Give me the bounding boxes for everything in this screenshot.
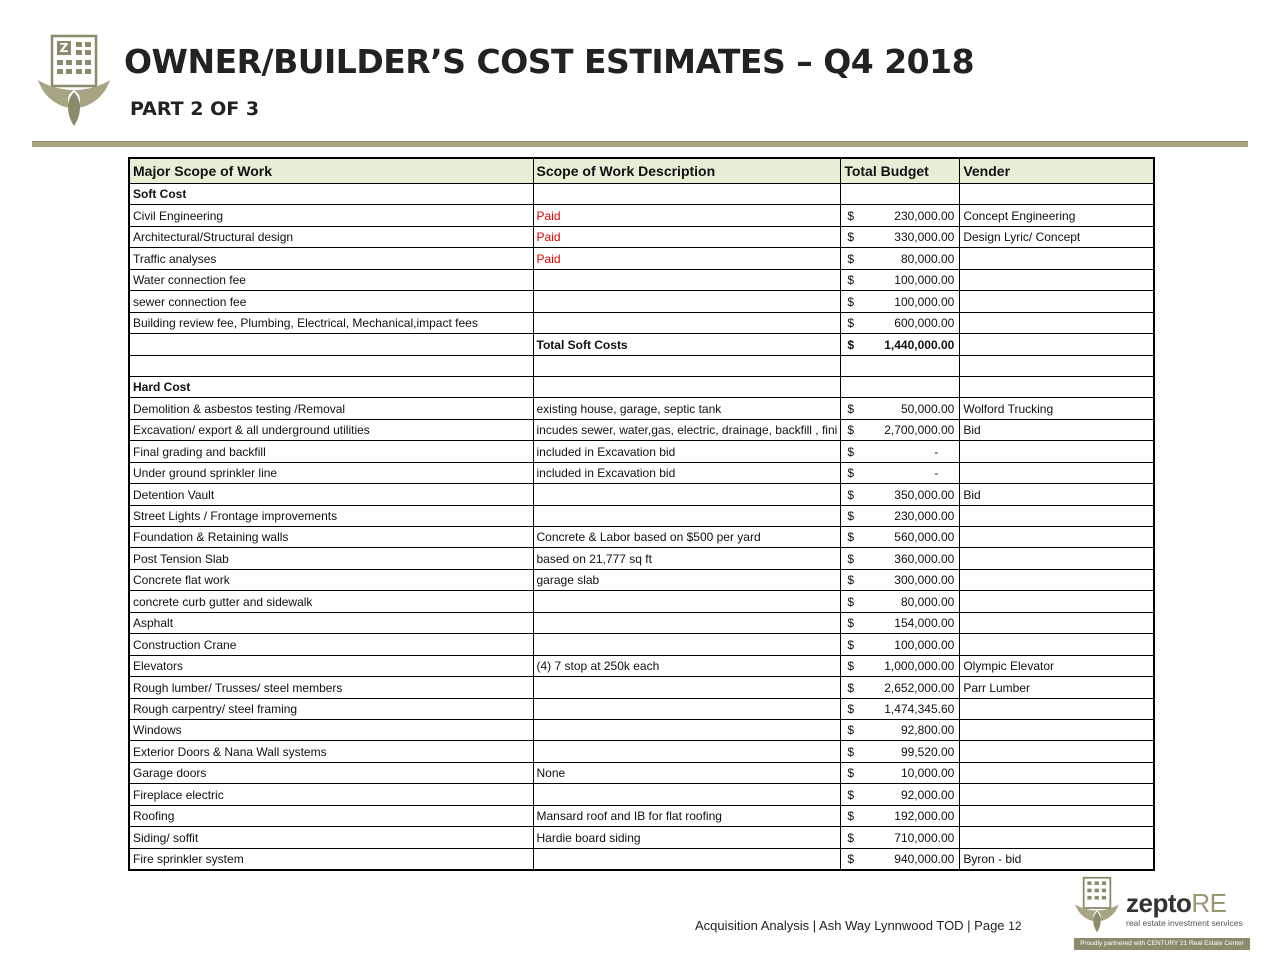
- budget-amount: 80,000.00: [900, 251, 955, 266]
- table-row: [129, 355, 1154, 376]
- budget-cell: [841, 677, 960, 698]
- scope-cell: Soft Cost: [129, 184, 533, 205]
- budget-cell: [841, 184, 960, 205]
- scope-cell: Fire sprinkler system: [129, 848, 533, 870]
- budget-amount: 92,000.00: [900, 787, 955, 802]
- table-row: [129, 591, 1154, 612]
- scope-cell: Post Tension Slab: [129, 548, 533, 569]
- description-cell: [533, 312, 841, 333]
- budget-amount: -: [934, 444, 939, 459]
- description-cell: [533, 291, 841, 312]
- budget-cell: [841, 398, 960, 419]
- budget-amount: 99,520.00: [900, 744, 955, 759]
- table-row: [129, 376, 1154, 397]
- table-row: [129, 527, 1154, 548]
- vendor-cell: [960, 355, 1154, 376]
- currency-symbol: $: [847, 316, 855, 331]
- vendor-cell: [960, 291, 1154, 312]
- header-divider: [32, 141, 1248, 147]
- table-row: [129, 784, 1154, 805]
- budget-cell: [841, 441, 960, 462]
- currency-symbol: $: [847, 230, 855, 245]
- scope-cell: Concrete flat work: [129, 569, 533, 590]
- vendor-cell: [960, 784, 1154, 805]
- currency-symbol: $: [847, 659, 855, 674]
- budget-cell: [841, 527, 960, 548]
- budget-amount: 560,000.00: [894, 530, 955, 545]
- table-row: [129, 569, 1154, 590]
- table-row: [129, 334, 1154, 355]
- budget-cell: [841, 312, 960, 333]
- scope-cell: Elevators: [129, 655, 533, 676]
- budget-amount: 1,000,000.00: [884, 659, 955, 674]
- budget-amount: 600,000.00: [894, 316, 955, 331]
- scope-cell: Garage doors: [129, 762, 533, 783]
- vendor-cell: [960, 248, 1154, 269]
- currency-symbol: $: [847, 573, 855, 588]
- currency-symbol: $: [847, 594, 855, 609]
- budget-cell: [841, 612, 960, 633]
- budget-cell: [841, 827, 960, 848]
- scope-cell: Exterior Doors & Nana Wall systems: [129, 741, 533, 762]
- currency-symbol: $: [847, 423, 855, 438]
- currency-symbol: $: [847, 530, 855, 545]
- budget-cell: [841, 419, 960, 440]
- vendor-cell: Bid: [960, 484, 1154, 505]
- table-row: [129, 205, 1154, 226]
- currency-symbol: $: [847, 616, 855, 631]
- table-row: [129, 612, 1154, 633]
- currency-symbol: $: [847, 337, 855, 352]
- budget-cell: [841, 205, 960, 226]
- budget-amount: 2,652,000.00: [884, 680, 955, 695]
- brand-name: zeptoRE: [1126, 888, 1227, 918]
- currency-symbol: $: [847, 766, 855, 781]
- brand-logo: [1072, 874, 1250, 952]
- vendor-cell: Wolford Trucking: [960, 398, 1154, 419]
- budget-amount: 230,000.00: [894, 208, 955, 223]
- scope-cell: Siding/ soffit: [129, 827, 533, 848]
- scope-cell: Rough carpentry/ steel framing: [129, 698, 533, 719]
- currency-symbol: $: [847, 208, 855, 223]
- budget-amount: 1,474,345.60: [884, 701, 955, 716]
- description-cell: Paid: [533, 226, 841, 247]
- currency-symbol: $: [847, 744, 855, 759]
- vendor-cell: [960, 634, 1154, 655]
- scope-cell: Fireplace electric: [129, 784, 533, 805]
- vendor-cell: [960, 548, 1154, 569]
- table-row: [129, 312, 1154, 333]
- table-row: [129, 677, 1154, 698]
- description-cell: [533, 612, 841, 633]
- budget-amount: 154,000.00: [894, 616, 955, 631]
- currency-symbol: $: [847, 723, 855, 738]
- currency-symbol: $: [847, 637, 855, 652]
- description-cell: [533, 634, 841, 655]
- budget-cell: [841, 334, 960, 355]
- budget-cell: [841, 226, 960, 247]
- budget-amount: 100,000.00: [894, 273, 955, 288]
- budget-amount: 1,440,000.00: [884, 337, 955, 352]
- budget-cell: [841, 655, 960, 676]
- vendor-cell: [960, 269, 1154, 290]
- table-row: [129, 548, 1154, 569]
- brand-tagline: real estate investment services: [1126, 918, 1243, 928]
- currency-symbol: $: [847, 466, 855, 481]
- currency-symbol: $: [847, 551, 855, 566]
- scope-cell: [129, 334, 533, 355]
- budget-amount: 350,000.00: [894, 487, 955, 502]
- brand-mark-icon: [1074, 874, 1120, 936]
- currency-symbol: $: [847, 251, 855, 266]
- svg-text:Z: Z: [59, 41, 69, 55]
- budget-cell: [841, 484, 960, 505]
- footer-text: Acquisition Analysis | Ash Way Lynnwood TOD | Page: [695, 918, 1005, 933]
- description-cell: None: [533, 762, 841, 783]
- budget-cell: [841, 848, 960, 870]
- column-header-budget: Total Budget: [841, 158, 960, 184]
- description-cell: (4) 7 stop at 250k each: [533, 655, 841, 676]
- description-cell: Mansard roof and IB for flat roofing: [533, 805, 841, 826]
- vendor-cell: [960, 741, 1154, 762]
- table-row: [129, 762, 1154, 783]
- description-cell: included in Excavation bid: [533, 441, 841, 462]
- vendor-cell: Bid: [960, 419, 1154, 440]
- table-row: [129, 634, 1154, 655]
- vendor-cell: Byron - bid: [960, 848, 1154, 870]
- page-number: 12: [1008, 919, 1022, 933]
- budget-cell: [841, 698, 960, 719]
- vendor-cell: [960, 569, 1154, 590]
- currency-symbol: $: [847, 487, 855, 502]
- currency-symbol: $: [847, 809, 855, 824]
- budget-cell: [841, 291, 960, 312]
- description-cell: Paid: [533, 248, 841, 269]
- scope-cell: Construction Crane: [129, 634, 533, 655]
- vendor-cell: [960, 441, 1154, 462]
- table-row: [129, 269, 1154, 290]
- currency-symbol: $: [847, 509, 855, 523]
- table-row: [129, 419, 1154, 440]
- scope-cell: [129, 355, 533, 376]
- scope-cell: Final grading and backfill: [129, 441, 533, 462]
- scope-cell: Building review fee, Plumbing, Electrical, Mechanical,impact fees: [129, 312, 533, 333]
- scope-cell: Street Lights / Frontage improvements: [129, 505, 533, 526]
- budget-amount: 10,000.00: [900, 766, 955, 781]
- company-logo-icon: [36, 34, 112, 128]
- budget-amount: 330,000.00: [894, 230, 955, 245]
- budget-amount: 940,000.00: [894, 851, 955, 866]
- budget-amount: 100,000.00: [894, 294, 955, 309]
- page-subtitle: PART 2 OF 3: [130, 98, 260, 120]
- description-cell: incudes sewer, water,gas, electric, drainage, backfill , fini: [533, 419, 841, 440]
- scope-cell: Traffic analyses: [129, 248, 533, 269]
- budget-amount: 360,000.00: [894, 551, 955, 566]
- table-row: [129, 827, 1154, 848]
- vendor-cell: [960, 591, 1154, 612]
- scope-cell: Hard Cost: [129, 376, 533, 397]
- vendor-cell: [960, 312, 1154, 333]
- budget-cell: [841, 741, 960, 762]
- currency-symbol: $: [847, 444, 855, 459]
- budget-cell: [841, 591, 960, 612]
- vendor-cell: Olympic Elevator: [960, 655, 1154, 676]
- currency-symbol: $: [847, 787, 855, 802]
- budget-amount: 192,000.00: [894, 809, 955, 824]
- table-row: [129, 441, 1154, 462]
- budget-amount: 710,000.00: [894, 830, 955, 845]
- table-row: [129, 698, 1154, 719]
- description-cell: [533, 677, 841, 698]
- description-cell: [533, 355, 841, 376]
- currency-symbol: $: [847, 830, 855, 845]
- vendor-cell: [960, 805, 1154, 826]
- description-cell: Hardie board siding: [533, 827, 841, 848]
- vendor-cell: [960, 376, 1154, 397]
- budget-cell: [841, 505, 960, 526]
- table-row: [129, 226, 1154, 247]
- column-header-description: Scope of Work Description: [533, 158, 841, 184]
- budget-amount: 300,000.00: [894, 573, 955, 588]
- scope-cell: Water connection fee: [129, 269, 533, 290]
- table-row: [129, 291, 1154, 312]
- vendor-cell: [960, 334, 1154, 355]
- budget-amount: 80,000.00: [900, 594, 955, 609]
- table-row: [129, 505, 1154, 526]
- description-cell: garage slab: [533, 569, 841, 590]
- scope-cell: Rough lumber/ Trusses/ steel members: [129, 677, 533, 698]
- budget-cell: [841, 269, 960, 290]
- currency-symbol: $: [847, 294, 855, 309]
- description-cell: [533, 591, 841, 612]
- table-row: [129, 741, 1154, 762]
- scope-cell: Detention Vault: [129, 484, 533, 505]
- table-row: [129, 719, 1154, 740]
- page-footer: [695, 918, 1022, 933]
- vendor-cell: [960, 462, 1154, 483]
- table-row: [129, 805, 1154, 826]
- budget-amount: 92,800.00: [900, 723, 955, 738]
- description-cell: [533, 719, 841, 740]
- vendor-cell: Design Lyric/ Concept: [960, 226, 1154, 247]
- description-cell: Paid: [533, 205, 841, 226]
- description-cell: based on 21,777 sq ft: [533, 548, 841, 569]
- description-cell: [533, 184, 841, 205]
- currency-symbol: $: [847, 851, 855, 866]
- description-cell: [533, 269, 841, 290]
- page-title: OWNER/BUILDER’S COST ESTIMATES – Q4 2018: [124, 42, 975, 81]
- description-cell: Concrete & Labor based on $500 per yard: [533, 527, 841, 548]
- budget-amount: -: [934, 466, 939, 481]
- budget-amount: 2,700,000.00: [884, 423, 955, 438]
- scope-cell: Civil Engineering: [129, 205, 533, 226]
- scope-cell: Under ground sprinkler line: [129, 462, 533, 483]
- currency-symbol: $: [847, 401, 855, 416]
- description-cell: Total Soft Costs: [533, 334, 841, 355]
- vendor-cell: [960, 527, 1154, 548]
- description-cell: [533, 848, 841, 870]
- vendor-cell: [960, 505, 1154, 526]
- table-row: [129, 398, 1154, 419]
- description-cell: [533, 698, 841, 719]
- budget-cell: [841, 634, 960, 655]
- column-header-vendor: Vender: [960, 158, 1154, 184]
- budget-cell: [841, 355, 960, 376]
- scope-cell: Foundation & Retaining walls: [129, 527, 533, 548]
- table-row: [129, 462, 1154, 483]
- scope-cell: sewer connection fee: [129, 291, 533, 312]
- table-row: [129, 655, 1154, 676]
- scope-cell: Demolition & asbestos testing /Removal: [129, 398, 533, 419]
- scope-cell: Architectural/Structural design: [129, 226, 533, 247]
- budget-cell: [841, 548, 960, 569]
- vendor-cell: [960, 762, 1154, 783]
- budget-cell: [841, 248, 960, 269]
- scope-cell: Asphalt: [129, 612, 533, 633]
- table-row: [129, 184, 1154, 205]
- budget-cell: [841, 462, 960, 483]
- description-cell: included in Excavation bid: [533, 462, 841, 483]
- table-header-row: [129, 158, 1154, 184]
- description-cell: [533, 484, 841, 505]
- vendor-cell: [960, 698, 1154, 719]
- budget-amount: 230,000.00: [894, 509, 955, 523]
- budget-amount: 50,000.00: [900, 401, 955, 416]
- budget-cell: [841, 805, 960, 826]
- table-row: [129, 248, 1154, 269]
- scope-cell: Windows: [129, 719, 533, 740]
- vendor-cell: [960, 184, 1154, 205]
- vendor-cell: Concept Engineering: [960, 205, 1154, 226]
- scope-cell: concrete curb gutter and sidewalk: [129, 591, 533, 612]
- budget-cell: [841, 569, 960, 590]
- vendor-cell: [960, 719, 1154, 740]
- currency-symbol: $: [847, 680, 855, 695]
- description-cell: [533, 784, 841, 805]
- currency-symbol: $: [847, 273, 855, 288]
- vendor-cell: [960, 612, 1154, 633]
- brand-partner-banner: Proudly partnered with CENTURY 21 Real Estate Center: [1074, 938, 1250, 950]
- budget-cell: [841, 762, 960, 783]
- cost-estimate-table-container: [128, 157, 1155, 871]
- cost-estimate-table: [128, 157, 1155, 871]
- scope-cell: Roofing: [129, 805, 533, 826]
- description-cell: existing house, garage, septic tank: [533, 398, 841, 419]
- description-cell: [533, 376, 841, 397]
- budget-amount: 100,000.00: [894, 637, 955, 652]
- budget-cell: [841, 376, 960, 397]
- budget-cell: [841, 719, 960, 740]
- scope-cell: Excavation/ export & all underground utilities: [129, 419, 533, 440]
- vendor-cell: Parr Lumber: [960, 677, 1154, 698]
- table-row: [129, 484, 1154, 505]
- column-header-scope: Major Scope of Work: [129, 158, 533, 184]
- description-cell: [533, 741, 841, 762]
- table-row: [129, 848, 1154, 870]
- description-cell: [533, 505, 841, 526]
- budget-cell: [841, 784, 960, 805]
- vendor-cell: [960, 827, 1154, 848]
- currency-symbol: $: [847, 701, 855, 716]
